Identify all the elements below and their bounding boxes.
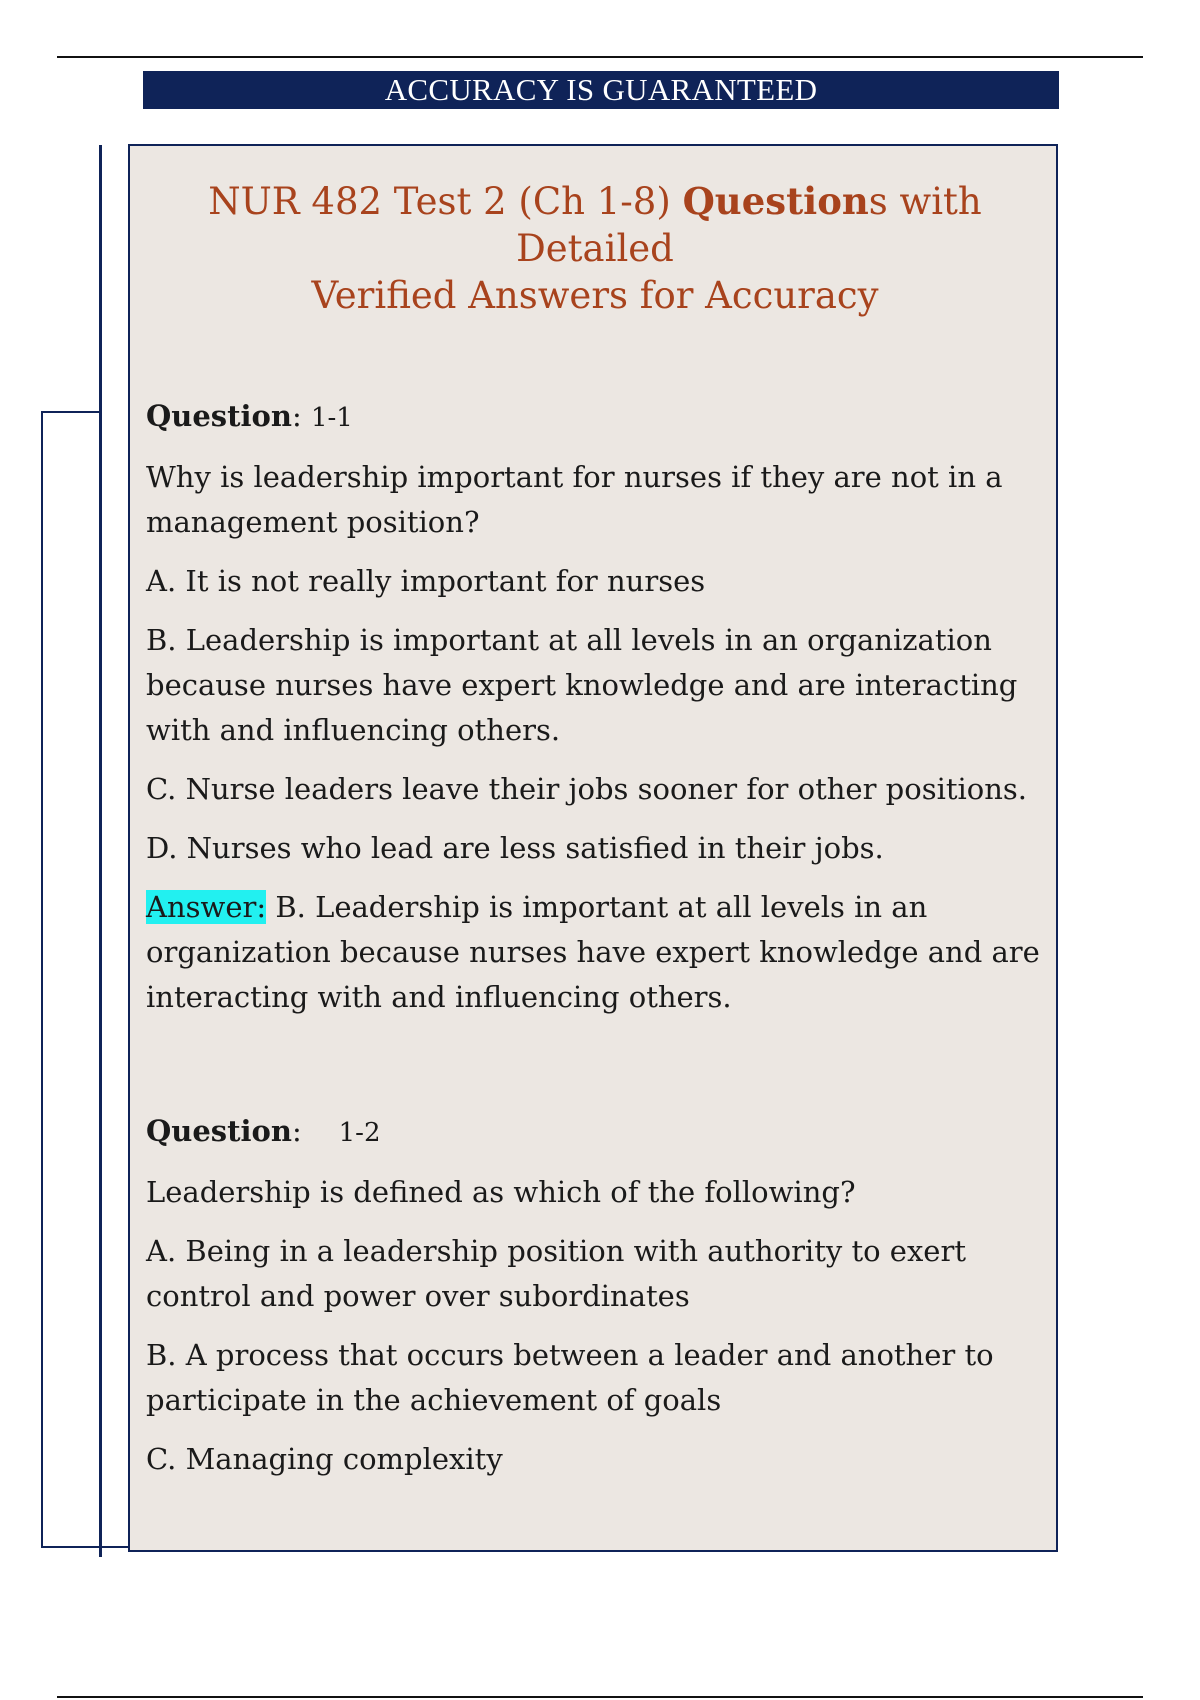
- title-line2: Verified Answers for Accuracy: [311, 274, 879, 317]
- question-card: [128, 144, 1058, 1552]
- question-block: [146, 1109, 1046, 1482]
- answer-option: D. Nurses who lead are less satisfied in their jobs.: [146, 831, 884, 865]
- answer-text: B. Leadership is important at all levels in an organization because nurses have expert knowledge and are interacting with and influencing others.: [146, 890, 1040, 1014]
- answer-line: [146, 885, 1046, 1020]
- top-rule: [57, 56, 1143, 58]
- questions-content: [146, 394, 1046, 1482]
- question-stem: Why is leadership important for nurses if they are not in a management position?: [146, 460, 1003, 539]
- title-bold: Question: [682, 179, 869, 223]
- accuracy-banner: ACCURACY IS GUARANTEED: [143, 71, 1059, 109]
- title-part2: s with Detailed: [516, 180, 982, 270]
- answer-option: A. It is not really important for nurses: [146, 564, 706, 598]
- answer-option: A. Being in a leadership position with authority to exert control and power over subordinates: [146, 1234, 966, 1313]
- question-label: Question: [146, 399, 292, 433]
- document-title: [130, 178, 1060, 319]
- answer-option: C. Managing complexity: [146, 1442, 503, 1476]
- answer-label: Answer:: [146, 890, 267, 924]
- question-heading: [146, 394, 1046, 441]
- question-stem: Leadership is defined as which of the following?: [146, 1175, 856, 1209]
- title-part1: NUR 482 Test 2 (Ch 1-8): [208, 180, 683, 223]
- question-number: 1-1: [310, 403, 353, 433]
- question-sep: :: [291, 399, 311, 433]
- question-block: [146, 394, 1046, 1020]
- answer-option: C. Nurse leaders leave their jobs sooner for other positions.: [146, 772, 1028, 806]
- bottom-rule: [57, 1696, 1143, 1698]
- question-sep: :: [291, 1114, 339, 1148]
- bracket-outer-line: [41, 411, 43, 1548]
- question-number: 1-2: [338, 1118, 381, 1148]
- answer-option: B. A process that occurs between a leader and another to participate in the achievement of goals: [146, 1338, 994, 1417]
- question-label: Question: [146, 1114, 292, 1148]
- bracket-top-tick: [41, 411, 101, 413]
- question-heading: [146, 1109, 1046, 1156]
- bracket-inner-line: [99, 145, 102, 1557]
- answer-option: B. Leadership is important at all levels in an organization because nurses have expert knowledge and are interacting with and influencing others.: [146, 623, 1018, 747]
